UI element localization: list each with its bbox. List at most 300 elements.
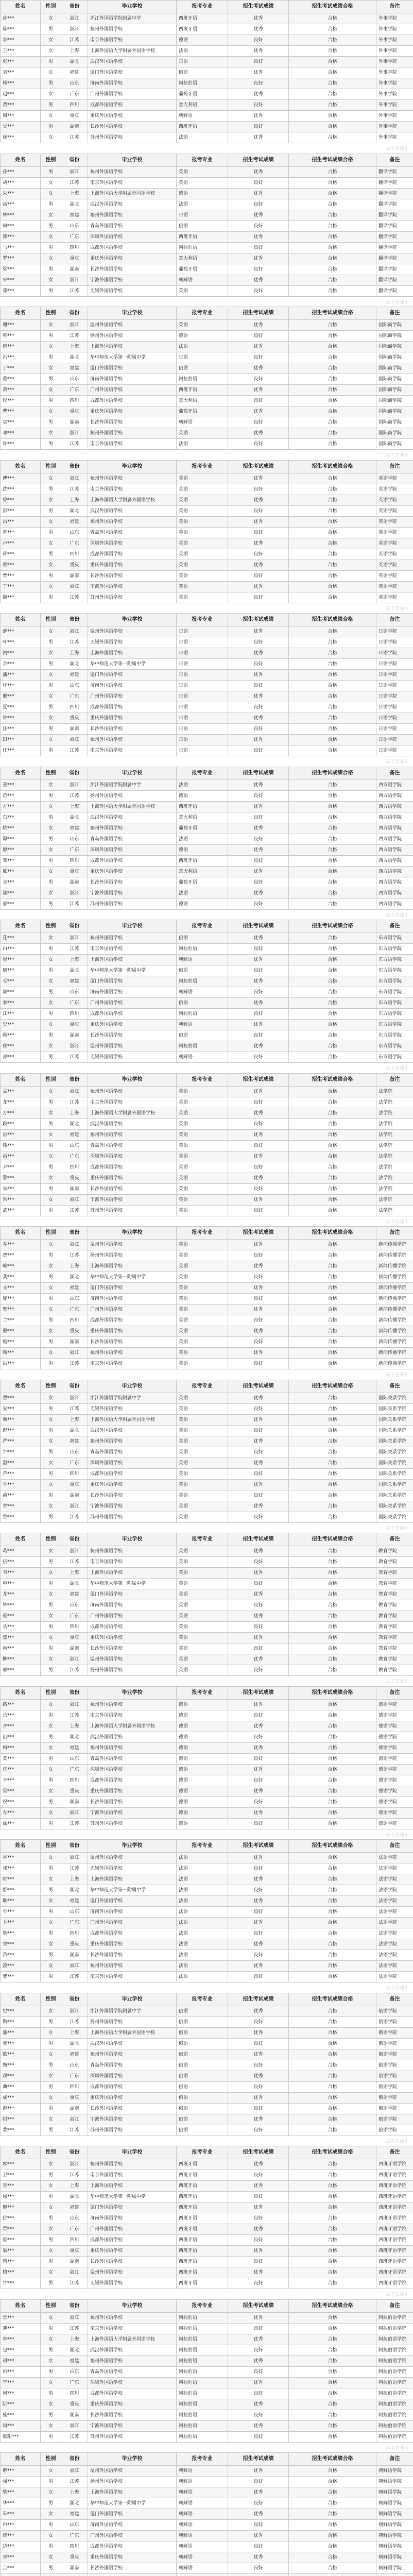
table-cell: 凌*** [1, 1961, 41, 1972]
table-cell: 良好 [228, 177, 289, 188]
column-header: 姓名 [1, 307, 41, 320]
watermark: 高考直通车 [385, 2139, 409, 2144]
table-cell: 女 [41, 1240, 61, 1250]
table-cell: 良好 [228, 1250, 289, 1261]
table-cell: 合格 [289, 2355, 376, 2366]
column-header: 省份 [61, 1686, 88, 1699]
table-cell: 朝鲜语 [177, 2487, 228, 2498]
table-cell: 合格 [289, 779, 376, 790]
table-cell: 宁波外国语学校 [88, 1807, 177, 1818]
table-cell: 舒*** [1, 1885, 41, 1896]
table-cell: 女 [41, 581, 61, 592]
table-cell: 合格 [289, 1633, 376, 1643]
table-cell: 良好 [228, 417, 289, 428]
table-cell: 男 [41, 2016, 61, 2027]
table-cell: 英语 [177, 1326, 228, 1337]
table-cell: 华中师范大学第一附属中学 [88, 2498, 177, 2509]
table-cell: 四川 [61, 1315, 88, 1326]
column-header: 招生考试成绩 [228, 2146, 289, 2159]
table-cell: 青岛外国语学校 [88, 834, 177, 844]
table-cell: 优秀 [228, 801, 289, 812]
table-row [1, 779, 413, 790]
table-cell: 济南外国语学校 [88, 78, 177, 89]
table-cell: 浙江 [61, 1086, 88, 1097]
table-cell: 西班牙语 [177, 24, 228, 35]
table-cell: 西班牙语 [177, 231, 228, 242]
table-cell: 广东 [61, 1918, 88, 1928]
table-cell: 青岛外国语学校 [88, 1753, 177, 1764]
table-cell: 合格 [289, 823, 376, 834]
table-cell: 合格 [289, 1863, 376, 1874]
table-cell: 优秀 [228, 46, 289, 57]
watermark: 高考直通车 [385, 1219, 409, 1225]
table-cell: 福建 [61, 2049, 88, 2060]
table-cell: 合格 [289, 1907, 376, 1918]
table-cell: 关*** [1, 1939, 41, 1950]
table-cell: 女 [41, 132, 61, 143]
table-cell: 重庆外国语学校 [88, 111, 177, 122]
table-cell: 良好 [228, 1447, 289, 1458]
table-cell: 欧阳*** [1, 2431, 41, 2442]
table-cell: 女 [41, 538, 61, 549]
table-cell: 英语 [177, 1194, 228, 1205]
table-row [1, 2377, 413, 2388]
column-header: 姓名 [1, 1993, 41, 2006]
table-cell: 国际关系学院 [376, 1393, 413, 1403]
table-cell: 丛*** [1, 1622, 41, 1633]
table-cell: 朝鲜语 [177, 2498, 228, 2509]
admission-table [0, 2299, 413, 2443]
table-cell: 山东 [61, 1600, 88, 1611]
table-row [1, 1359, 413, 1369]
table-cell: 良好 [228, 2170, 289, 2181]
table-cell: 法语 [177, 1950, 228, 1961]
table-cell: 西方语学院 [376, 844, 413, 855]
table-cell: 祝*** [1, 1797, 41, 1807]
table-cell: 重庆外国语学校 [88, 1479, 177, 1490]
table-cell: 合格 [289, 210, 376, 221]
table-cell: 教育学院 [376, 1611, 413, 1622]
table-cell: 山东 [61, 374, 88, 385]
table-row [1, 735, 413, 745]
table-cell: 良好 [228, 855, 289, 866]
table-cell: 英语 [177, 1501, 228, 1512]
table-cell: 男 [41, 417, 61, 428]
column-header: 报考专业 [177, 1073, 228, 1086]
table-cell: 男 [41, 1907, 61, 1918]
table-cell: 优秀 [228, 428, 289, 439]
column-header: 姓名 [1, 1380, 41, 1393]
table-cell: 合格 [289, 1326, 376, 1337]
table-cell: 广东 [61, 1611, 88, 1622]
table-row [1, 1885, 413, 1896]
table-cell: 英语 [177, 1512, 228, 1522]
column-header: 备注 [376, 1, 413, 13]
table-cell: 庞*** [1, 1294, 41, 1304]
table-cell: 深圳外国语学校 [88, 844, 177, 855]
table-cell: 良好 [228, 2038, 289, 2049]
column-header: 性别 [41, 1840, 61, 1853]
table-cell: 良好 [228, 724, 289, 735]
table-cell: 广东 [61, 2224, 88, 2235]
table-cell: 费*** [1, 1972, 41, 1982]
table-cell: 福建 [61, 2509, 88, 2520]
table-cell: 江苏 [61, 177, 88, 188]
table-cell: 谢*** [1, 320, 41, 331]
table-cell: 四川 [61, 1622, 88, 1633]
watermark: 高考直通车 [385, 606, 409, 612]
table-cell: 国际商学院 [376, 406, 413, 417]
table-cell: 优秀 [228, 1086, 289, 1097]
column-header: 姓名 [1, 614, 41, 626]
table-cell: 杭州外国语学校 [88, 735, 177, 745]
table-row [1, 1600, 413, 1611]
table-cell: 成都外国语学校 [88, 855, 177, 866]
table-row [1, 2509, 413, 2520]
table-cell: 曾*** [1, 495, 41, 505]
table-cell: 男 [41, 2103, 61, 2114]
table-cell: 女 [41, 1326, 61, 1337]
table-cell: 时*** [1, 1874, 41, 1885]
table-cell: 男 [41, 724, 61, 735]
table-cell: 孙*** [1, 166, 41, 177]
table-cell: 杭州外国语学校 [88, 1699, 177, 1710]
table-cell: 优秀 [228, 1458, 289, 1468]
table-cell: 山东 [61, 527, 88, 538]
table-cell: 东方语学院 [376, 955, 413, 965]
table-cell: 良好 [228, 1797, 289, 1807]
table-cell: 广州外国语学校 [88, 2224, 177, 2235]
table-cell: 男 [41, 484, 61, 495]
table-row [1, 1501, 413, 1512]
table-row [1, 1654, 413, 1665]
table-cell: 日语 [177, 691, 228, 702]
table-cell: 西方语学院 [376, 779, 413, 790]
table-cell: 男 [41, 439, 61, 450]
table-cell: 成都外国语学校 [88, 1315, 177, 1326]
table-cell: 薄*** [1, 2323, 41, 2334]
table-cell: 男 [41, 1512, 61, 1522]
table-cell: 西班牙语 [177, 385, 228, 396]
table-cell: 国际商学院 [376, 428, 413, 439]
table-cell: 成都外国语学校 [88, 702, 177, 713]
table-row [1, 2498, 413, 2509]
table-cell: 湖北 [61, 2038, 88, 2049]
table-row [1, 823, 413, 834]
table-cell: 宁波外国语学校 [88, 2114, 177, 2125]
table-cell: 俄语学院 [376, 2092, 413, 2103]
table-cell: 苏*** [1, 527, 41, 538]
table-cell: 邢*** [1, 1665, 41, 1676]
column-header: 姓名 [1, 154, 41, 166]
table-row [1, 417, 413, 428]
table-cell: 长沙外国语学校 [88, 1183, 177, 1194]
table-header-row [1, 460, 413, 473]
table-cell: 女 [41, 1611, 61, 1622]
table-row [1, 2038, 413, 2049]
table-cell: 法语 [177, 439, 228, 450]
column-header: 招生考试成绩 [228, 154, 289, 166]
table-cell: 毛*** [1, 976, 41, 987]
table-cell: 翻译学院 [376, 188, 413, 199]
table-cell: 英语 [177, 1447, 228, 1458]
table-cell: 华中师范大学第一附属中学 [88, 352, 177, 363]
admission-table-block [0, 154, 413, 307]
table-cell: 浙江 [61, 2267, 88, 2278]
table-cell: 女 [41, 2159, 61, 2170]
table-cell: 英语 [177, 428, 228, 439]
table-cell: 周*** [1, 111, 41, 122]
table-cell: 西方语学院 [376, 888, 413, 899]
table-cell: 男 [41, 2323, 61, 2334]
column-header: 招生考试成绩 [228, 1073, 289, 1086]
table-cell: 合格 [289, 812, 376, 823]
table-cell: 男 [41, 242, 61, 253]
table-row [1, 374, 413, 385]
table-row [1, 1097, 413, 1108]
table-cell: 合格 [289, 2192, 376, 2202]
table-cell: 良好 [228, 1643, 289, 1654]
table-cell: 葛*** [1, 1546, 41, 1557]
table-cell: 植*** [1, 2267, 41, 2278]
table-cell: 合格 [289, 2509, 376, 2520]
table-cell: 优秀 [228, 670, 289, 681]
table-cell: 英语学院 [376, 592, 413, 603]
table-cell: 苏州外国语学校 [88, 2125, 177, 2136]
table-cell: 优秀 [228, 2114, 289, 2125]
table-cell: 合格 [289, 2006, 376, 2016]
column-header: 姓名 [1, 1073, 41, 1086]
table-cell: 成都外国语学校 [88, 549, 177, 560]
table-row [1, 1030, 413, 1041]
table-cell: 合格 [289, 560, 376, 570]
table-cell: 良好 [228, 1468, 289, 1479]
table-cell: 合格 [289, 1097, 376, 1108]
table-cell: 良好 [228, 2323, 289, 2334]
table-cell: 胡*** [1, 177, 41, 188]
table-cell: 女 [41, 2092, 61, 2103]
table-cell: 合格 [289, 965, 376, 976]
table-cell: 法语学院 [376, 1896, 413, 1907]
table-header-row [1, 2299, 413, 2312]
table-cell: 优秀 [228, 1326, 289, 1337]
table-row [1, 1665, 413, 1676]
table-row [1, 2278, 413, 2289]
table-cell: 俄语学院 [376, 2027, 413, 2038]
table-cell: 良好 [228, 1579, 289, 1589]
table-cell: 优秀 [228, 1348, 289, 1359]
table-cell: 宁*** [1, 2377, 41, 2388]
table-cell: 良好 [228, 1294, 289, 1304]
table-cell: 女 [41, 1589, 61, 1600]
table-row [1, 1283, 413, 1294]
table-cell: 赵*** [1, 89, 41, 100]
table-cell: 合格 [289, 35, 376, 46]
table-cell: 长沙外国语学校 [88, 570, 177, 581]
table-cell: 合格 [289, 122, 376, 132]
table-cell: 合格 [289, 713, 376, 724]
table-row [1, 1240, 413, 1250]
table-cell: 合格 [289, 2477, 376, 2487]
column-header: 报考专业 [177, 2299, 228, 2312]
table-row [1, 1140, 413, 1151]
table-cell: 英语学院 [376, 473, 413, 484]
table-cell: 浙江 [61, 1961, 88, 1972]
table-cell: 重庆外国语学校 [88, 1020, 177, 1030]
table-cell: 浙江外国语学院附属中学 [88, 1393, 177, 1403]
column-header: 性别 [41, 2453, 61, 2466]
table-cell: 男 [41, 2235, 61, 2246]
table-cell: 上海外国语大学附属外国语学校 [88, 46, 177, 57]
admission-table [0, 1839, 413, 1982]
table-cell: 男 [41, 834, 61, 844]
table-cell: 莫*** [1, 1753, 41, 1764]
watermark: 高考直通车 [385, 1526, 409, 1531]
table-cell: 阿拉伯语 [177, 944, 228, 955]
table-cell: 江苏 [61, 1818, 88, 1829]
table-cell: 优秀 [228, 2377, 289, 2388]
table-cell: 国际关系学院 [376, 1425, 413, 1436]
table-cell: 良好 [228, 122, 289, 132]
table-cell: 苗*** [1, 1950, 41, 1961]
table-cell: 广东 [61, 538, 88, 549]
column-header: 备注 [376, 920, 413, 933]
table-cell: 朝鲜语 [177, 2531, 228, 2541]
table-cell: 合格 [289, 745, 376, 756]
table-cell: 优秀 [228, 2006, 289, 2016]
table-cell: 浙江 [61, 13, 88, 24]
table-row [1, 2092, 413, 2103]
table-cell: 四川 [61, 2541, 88, 2552]
table-row [1, 1753, 413, 1764]
column-header: 备注 [376, 614, 413, 626]
table-cell: 俄语 [177, 998, 228, 1009]
table-cell: 优秀 [228, 1414, 289, 1425]
table-cell: 西班牙语 [177, 2159, 228, 2170]
table-cell: 江苏 [61, 1097, 88, 1108]
table-cell: 阿拉伯语学院 [376, 2399, 413, 2410]
column-header: 招生考试成绩合格 [289, 614, 376, 626]
table-cell: 外事学院 [376, 89, 413, 100]
table-cell: 合格 [289, 2366, 376, 2377]
table-row [1, 242, 413, 253]
table-cell: 优秀 [228, 2466, 289, 2477]
table-cell: 女 [41, 1261, 61, 1272]
table-cell: 上海 [61, 648, 88, 659]
table-cell: 四川 [61, 702, 88, 713]
table-cell: 合格 [289, 976, 376, 987]
table-cell: 岳*** [1, 1710, 41, 1721]
table-cell: 宁波外国语学校 [88, 275, 177, 285]
table-cell: 良好 [228, 2192, 289, 2202]
table-cell [228, 2574, 289, 2576]
table-cell: 浙江 [61, 2159, 88, 2170]
table-cell: 合格 [289, 2431, 376, 2442]
table-cell: 合格 [289, 1853, 376, 1863]
table-row [1, 965, 413, 976]
table-cell: 江苏 [61, 2278, 88, 2289]
table-cell: 女 [41, 713, 61, 724]
table-cell: 西方语学院 [376, 899, 413, 909]
table-cell: 毕*** [1, 1600, 41, 1611]
table-cell: 俄语学院 [376, 2049, 413, 2060]
table-cell: 青岛外国语学校 [88, 1447, 177, 1458]
table-row [1, 724, 413, 735]
table-row [1, 1009, 413, 1020]
table-cell: 俄语学院 [376, 2071, 413, 2081]
table-row [1, 166, 413, 177]
table-cell: 良好 [228, 2520, 289, 2531]
table-row [1, 1950, 413, 1961]
admission-table-block [0, 1839, 413, 1993]
table-cell: 优秀 [228, 1807, 289, 1818]
column-header: 毕业学校 [88, 920, 177, 933]
table-cell: 女 [41, 1041, 61, 1052]
table-cell: 合格 [289, 406, 376, 417]
table-cell: 新闻传播学院 [376, 1250, 413, 1261]
table-cell: 外事学院 [376, 67, 413, 78]
table-cell: 阿拉伯语学院 [376, 2388, 413, 2399]
table-cell: 成都外国语学校 [88, 2388, 177, 2399]
table-cell: 优秀 [228, 1633, 289, 1643]
table-cell: 田*** [1, 735, 41, 745]
table-cell: 福州外国语学校 [88, 1436, 177, 1447]
table-cell: 德语 [177, 1818, 228, 1829]
table-row [1, 1742, 413, 1753]
table-cell: 杭州外国语学校 [88, 1961, 177, 1972]
table-cell: 女 [41, 888, 61, 899]
table-row [1, 2334, 413, 2345]
table-cell: 合格 [289, 1896, 376, 1907]
column-header: 招生考试成绩合格 [289, 460, 376, 473]
table-cell: 洪*** [1, 1359, 41, 1369]
table-cell: 西班牙语学院 [376, 2278, 413, 2289]
table-row [1, 24, 413, 35]
table-cell: 长沙外国语学校 [88, 1490, 177, 1501]
table-cell: 优秀 [228, 1568, 289, 1579]
column-header: 性别 [41, 1686, 61, 1699]
table-cell: 良好 [228, 790, 289, 801]
table-cell: 上海 [61, 955, 88, 965]
table-row [1, 670, 413, 681]
table-row [1, 1403, 413, 1414]
table-cell: 男 [41, 2170, 61, 2181]
table-cell: 良好 [228, 1030, 289, 1041]
table-cell: 优秀 [228, 166, 289, 177]
table-cell: 男 [41, 1315, 61, 1326]
table-cell: 湖南 [61, 2410, 88, 2420]
table-header-row [1, 1380, 413, 1393]
table-cell: 女 [41, 2181, 61, 2192]
table-cell: 浙江 [61, 1348, 88, 1359]
table-cell: 湖北 [61, 1272, 88, 1283]
table-cell: 合格 [289, 1414, 376, 1425]
table-cell: 浙江 [61, 1393, 88, 1403]
table-cell: 教育学院 [376, 1633, 413, 1643]
table-cell: 广州外国语学校 [88, 89, 177, 100]
table-cell: 男 [41, 855, 61, 866]
table-cell: 西方语学院 [376, 834, 413, 844]
table-cell: 朝鲜语 [177, 2541, 228, 2552]
table-row [1, 396, 413, 406]
table-row [1, 177, 413, 188]
table-cell: 英语 [177, 1173, 228, 1183]
table-cell: 德语 [177, 899, 228, 909]
table-cell: 教育学院 [376, 1654, 413, 1665]
column-header: 姓名 [1, 1533, 41, 1546]
table-header-row [1, 1073, 413, 1086]
table-cell: 江苏 [61, 484, 88, 495]
